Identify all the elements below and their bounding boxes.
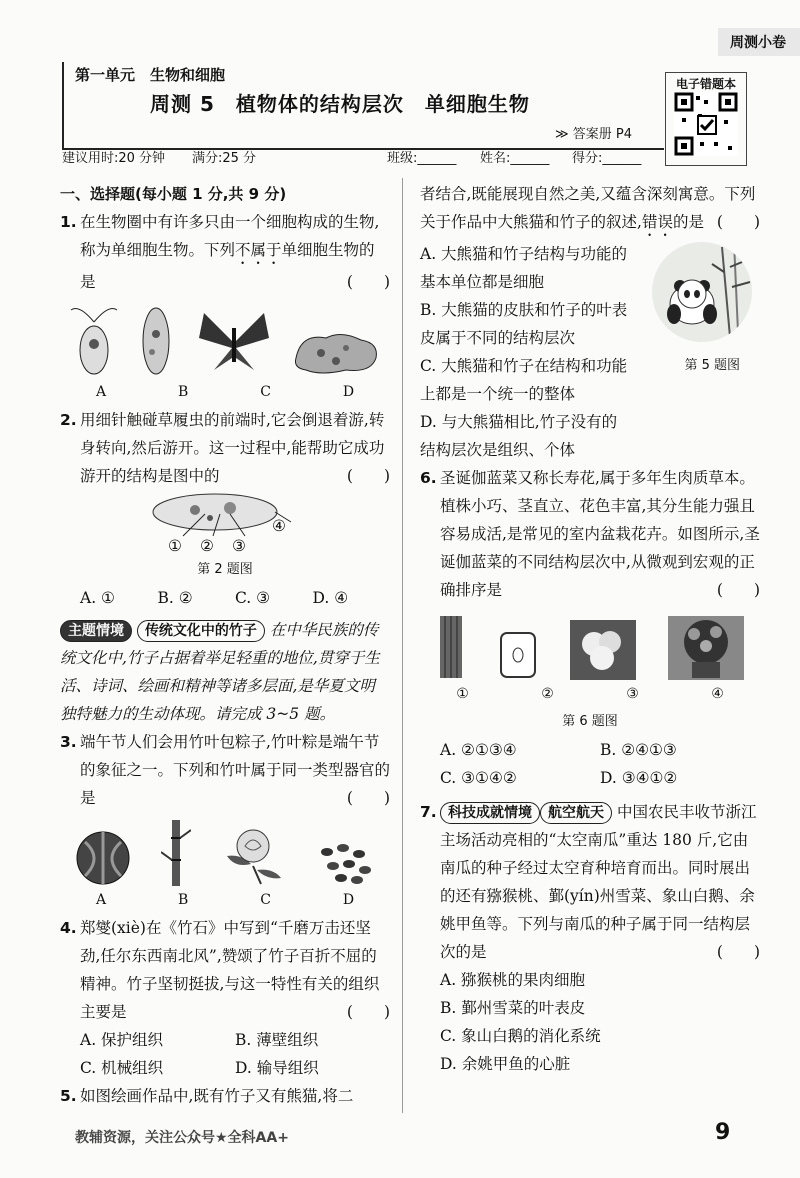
marker-3: ③ [232,537,246,555]
question-text [420,180,760,240]
option-d[interactable]: D. ③④①② [600,769,678,787]
option-d[interactable]: D. 输导组织 [235,1059,319,1077]
suggested-time: 建议用时:20 分钟 [62,151,166,166]
figure-label: D [342,384,355,400]
option-a[interactable]: A. 猕猴桃的果肉细胞 [440,971,586,989]
unit-label: 第一单元 生物和细胞 [75,66,226,84]
tissue-icon [436,614,466,680]
q1-figures [60,302,390,378]
q3-figures [60,818,390,886]
question-1 [60,208,390,296]
watermelon-icon [75,830,131,886]
question-text: 郑燮(xiè)在《竹石》中写到“千磨万击还坚劲,任尔东西南北风”,赞颂了竹子百折不屈的精神。竹子坚韧挺拔,与这一特性有关的组织主要是 [80,919,380,1021]
qr-code-icon [674,92,738,156]
option-d[interactable]: D. 余姚甲鱼的心脏 [440,1055,571,1073]
q4-options [60,1026,390,1082]
question-number: 1. [60,213,77,231]
figure-label: C [260,384,271,400]
marker-2: ② [200,537,214,555]
q2-figure [60,490,390,556]
tech-context-pill: 科技成就情境 [440,802,540,824]
option-c[interactable]: C. 大熊猫和竹子在结构和功能上都是一个统一的整体 [420,357,628,403]
question-emphasis: 不属于 [235,241,282,259]
name-field: 姓名:______ [480,151,550,166]
q3-labels [60,886,390,914]
class-field: 班级:______ [387,151,457,166]
left-column [60,180,390,1110]
question-7 [420,798,760,966]
full-score: 满分:25 分 [192,151,257,166]
figure-caption: 第 6 题图 [562,714,618,729]
chlamydomonas-icon [69,304,119,378]
option-a[interactable]: A. ②①③④ [440,741,517,759]
q2-options [60,584,390,612]
question-5-cont [420,180,760,464]
section-title: 一、选择题(每小题 1 分,共 9 分) [60,185,287,203]
panda-painting [652,242,752,342]
amoeba-icon [291,328,381,378]
panda-bamboo-icon [652,242,752,342]
q6-figures [420,610,760,680]
answer-paren[interactable]: ( ) [716,943,760,961]
question-5-start [60,1082,390,1110]
option-c[interactable]: C. 机械组织 [80,1059,164,1077]
question-text: 中国农民丰收节浙江主场活动亮相的“太空南瓜”重达 180 斤,它由南瓜的种子经过太空育种培育而出。同时展出的还有猕猴桃、鄞(yín)州雪菜、象山白鹅、余姚甲鱼等。下列与南瓜的种子属于同一结构层次的是 [440,803,757,961]
option-b[interactable]: B. 鄞州雪菜的叶表皮 [440,999,586,1017]
right-column [420,180,760,1078]
flower-icon [570,620,636,680]
answer-paren[interactable]: ( ) [346,1003,390,1021]
rose-icon [221,826,285,886]
marker-1: ① [456,686,469,702]
marker-4: ④ [711,686,724,702]
marker-4: ④ [272,517,286,535]
option-a[interactable]: A. ① [80,589,115,607]
option-c[interactable]: C. 象山白鹅的消化系统 [440,1027,601,1045]
answer-reference: ≫ 答案册 P4 [555,127,632,142]
question-emphasis: 错误 [641,213,673,231]
figure-caption: 第 5 题图 [684,358,740,373]
question-number: 7. [420,803,437,821]
question-text: 单细胞生物的是 [80,241,375,291]
qr-label: 电子错题本 [675,77,736,91]
question-number: 3. [60,733,77,751]
weekly-quiz-tag: 周测小卷 [718,28,800,56]
marker-3: ③ [626,686,639,702]
q6-options [420,736,760,792]
answer-paren[interactable]: ( ) [716,581,760,599]
q1-labels [60,378,390,406]
paramecium-icon [136,304,176,378]
theme-text: 在中华民族的传统文化中,竹子占据着举足轻重的地位,贯穿于生活、诗词、绘画和精神等诸多层面,是华夏文明独特魅力的生动体现。请完成 3~5 题。 [60,621,380,723]
answer-paren[interactable]: ( ) [716,213,760,231]
marker-1: ① [168,537,182,555]
figure-label: C [260,892,271,908]
q7-options [420,966,760,1078]
figure-label: B [177,384,189,400]
question-text-part: 者结合,既能展现自然之美,又蕴含深刻寓意。下列关于作品中大熊猫和竹子的叙述, [420,185,756,231]
option-d[interactable]: D. 与大熊猫相比,竹子没有的结构层次是组织、个体 [420,413,618,459]
qr-code-box[interactable] [665,72,747,166]
figure-label: A [95,384,107,400]
potted-plant-icon [668,616,744,680]
option-d[interactable]: D. ④ [312,589,349,607]
cell-icon [498,630,538,680]
option-a[interactable]: A. 大熊猫和竹子结构与功能的基本单位都是细胞 [420,245,628,291]
paramecium-diagram [135,490,315,542]
bamboo-icon [161,820,191,886]
page-number: 9 [715,1120,731,1145]
figure-label: B [177,892,189,908]
question-text: 用细针触碰草履虫的前端时,它会倒退着游,转身转向,然后游开。这一过程中,能帮助它成功游开的结构是图中的 [80,411,385,485]
answer-paren[interactable]: ( ) [346,467,390,485]
figure-label: A [95,892,107,908]
question-number: 2. [60,411,77,429]
marker-2: ② [541,686,554,702]
figure-caption: 第 2 题图 [197,562,253,577]
question-text: 圣诞伽蓝菜又称长寿花,属于多年生肉质草本。植株小巧、茎直立、花色丰富,其分生能力强且容易成活,是常见的室内盆栽花卉。如图所示,圣诞伽蓝菜的不同结构层次中,从微观到宏观的正确排序是 [440,469,760,599]
option-c[interactable]: C. ③①④② [440,769,517,787]
column-divider [402,178,403,1113]
question-4 [60,914,390,1026]
question-2 [60,406,390,490]
answer-paren[interactable]: ( ) [346,273,390,291]
option-a[interactable]: A. 保护组织 [80,1031,164,1049]
theme-topic-pill: 传统文化中的竹子 [137,620,265,642]
score-field: 得分:______ [572,151,642,166]
q6-labels [420,680,760,708]
footer-text: 教辅资源，关注公众号★全科AA+ [75,1130,289,1146]
question-6 [420,464,760,604]
answer-paren[interactable]: ( ) [346,789,390,807]
theme-pill: 主题情境 [60,620,132,642]
page-title: 周测 5 植物体的结构层次 单细胞生物 [150,92,530,116]
question-text: 如图绘画作品中,既有竹子又有熊猫,将二 [80,1087,354,1105]
question-text: 在生物圈中有许多只由一个细胞构成的生物,称为单细胞生物。下列 [80,213,380,259]
question-text: 端午节人们会用竹叶包粽子,竹叶粽是端午节的象征之一。下列和竹叶属于同一类型器官的是 [80,733,391,807]
q5-options [420,240,630,464]
butterfly-icon [194,308,274,378]
beans-icon [315,840,375,886]
option-b[interactable]: B. 薄壁组织 [235,1031,319,1049]
option-b[interactable]: B. 大熊猫的皮肤和竹子的叶表皮属于不同的结构层次 [420,301,628,347]
question-3 [60,728,390,812]
figure-label: D [342,892,355,908]
aerospace-pill: 航空航天 [540,802,612,824]
theme-block [60,616,390,728]
question-number: 5. [60,1087,77,1105]
question-number: 6. [420,469,437,487]
option-b[interactable]: B. ②④①③ [600,741,677,759]
question-text-part: 的是 [672,213,704,231]
option-c[interactable]: C. ③ [235,589,271,607]
question-number: 4. [60,919,77,937]
option-b[interactable]: B. ② [157,589,193,607]
